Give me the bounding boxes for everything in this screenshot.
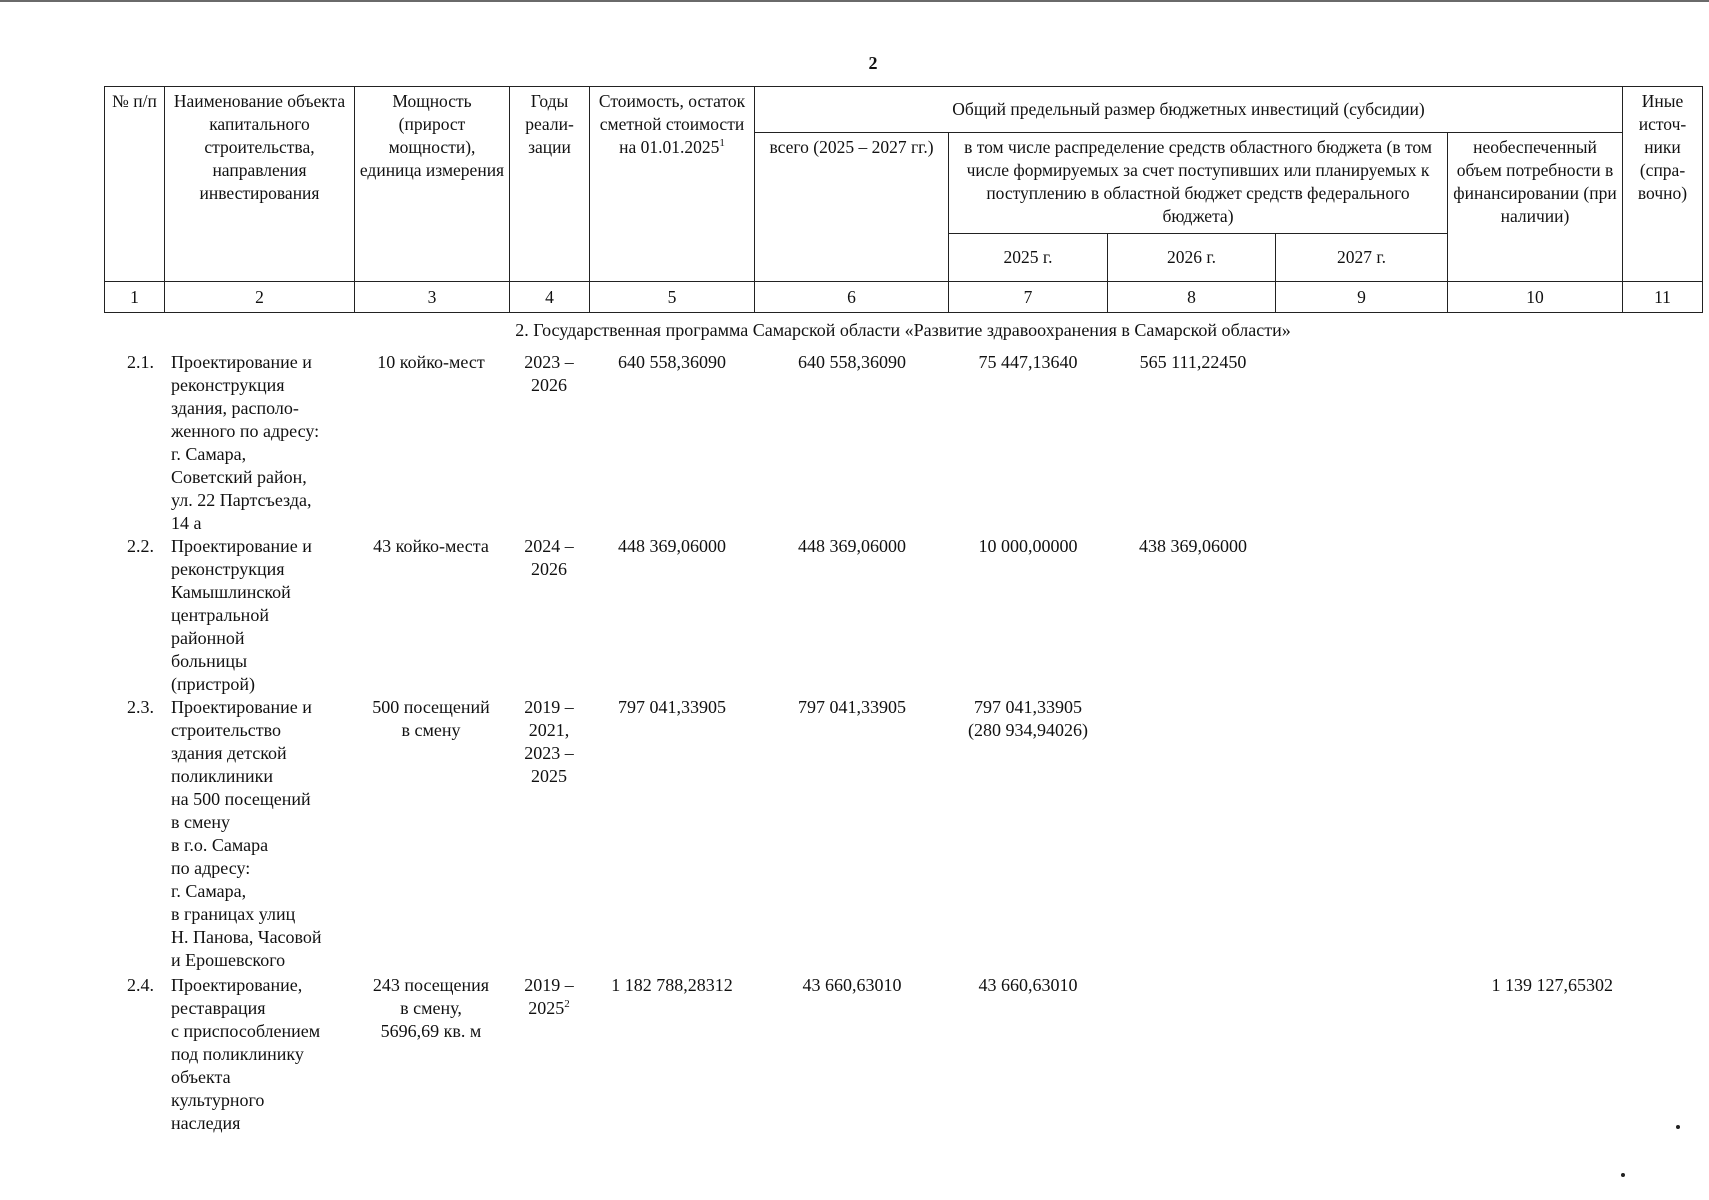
column-number: 9 — [1276, 282, 1448, 313]
header-col-7: 2025 г. — [949, 234, 1108, 282]
column-number: 7 — [949, 282, 1108, 313]
header-col-5-text: Стоимость, остаток сметной стоимости на 01.01.2025 — [598, 91, 746, 157]
header-col-8: 2026 г. — [1108, 234, 1276, 282]
page-number: 2 — [868, 53, 878, 73]
column-number: 3 — [355, 282, 510, 313]
years-text: 2024 – 2026 — [524, 536, 574, 579]
top-edge-line — [0, 0, 1709, 2]
header-col-3: Мощность (прирост мощности), единица измерения — [355, 87, 510, 282]
header-col-1: № п/п — [105, 87, 165, 282]
implementation-years — [509, 974, 589, 1020]
total-2025-2027: 797 041,33905 — [798, 697, 906, 717]
column-number: 10 — [1448, 282, 1623, 313]
cost: 640 558,36090 — [618, 352, 726, 372]
capacity: 500 посещений в смену — [372, 697, 490, 740]
row-number: 2.3. — [127, 697, 154, 717]
scan-speck — [1676, 1125, 1680, 1129]
amount-2025: 10 000,00000 — [978, 536, 1078, 556]
column-number: 11 — [1623, 282, 1703, 313]
years-text: 2019 – 2021, 2023 – 2025 — [524, 697, 574, 786]
header-budget-group: Общий предельный размер бюджетных инвестиций (субсидии) — [755, 87, 1623, 133]
capacity: 43 койко-места — [373, 536, 489, 556]
cost: 797 041,33905 — [618, 697, 726, 717]
column-number: 2 — [165, 282, 355, 313]
unfunded-amount: 1 139 127,65302 — [1491, 975, 1613, 995]
years-text: 2019 – 2025 — [524, 975, 574, 1018]
total-2025-2027: 43 660,63010 — [802, 975, 902, 995]
object-name: Проектирование и строительство здания детской поликлиники на 500 посещений в смену в г.о. Самара по адресу: г. Самара, в границах улиц Н. Панова, Часовой и Ерошевского — [171, 697, 322, 970]
column-number: 6 — [755, 282, 949, 313]
cost: 1 182 788,28312 — [611, 975, 733, 995]
section-title: 2. Государственная программа Самарской области «Развитие здравоохранения в Самарской области» — [515, 320, 1291, 340]
total-2025-2027: 448 369,06000 — [798, 536, 906, 556]
column-number: 1 — [105, 282, 165, 313]
amount-2026: 438 369,06000 — [1139, 536, 1247, 556]
object-name: Проектирование, реставрация с приспособлением под поликлинику объекта культурного наследия — [171, 975, 321, 1133]
amount-2025: 75 447,13640 — [978, 352, 1078, 372]
header-regional-group: в том числе распределение средств областного бюджета (в том числе формируемых за счет поступивших или планируемых к поступлению в областной бюджет средств федерального бюджета) — [949, 133, 1448, 234]
column-number: 8 — [1108, 282, 1276, 313]
years-text: 2023 – 2026 — [524, 352, 574, 395]
column-number: 4 — [510, 282, 590, 313]
header-col-10: необеспеченный объем потребности в финансировании (при наличии) — [1448, 133, 1623, 282]
header-col-4: Годы реали-зации — [510, 87, 590, 282]
years-footnote: 2 — [564, 998, 570, 1010]
total-2025-2027: 640 558,36090 — [798, 352, 906, 372]
amount-2025: 797 041,33905 (280 934,94026) — [968, 697, 1088, 740]
capacity: 10 койко-мест — [377, 352, 485, 372]
header-col-2: Наименование объекта капитального строительства, направления инвестирования — [165, 87, 355, 282]
object-name: Проектирование и реконструкция Камышлинской центральной районной больницы (пристрой) — [171, 536, 312, 694]
amount-2026: 565 111,22450 — [1139, 352, 1247, 372]
amount-2025: 43 660,63010 — [978, 975, 1078, 995]
implementation-years — [509, 696, 589, 788]
header-col-11: Иные источ-ники (спра-вочно) — [1623, 87, 1703, 282]
row-number: 2.1. — [127, 352, 154, 372]
scan-speck — [1621, 1173, 1625, 1177]
cost: 448 369,06000 — [618, 536, 726, 556]
header-col-5 — [590, 87, 755, 282]
row-number: 2.2. — [127, 536, 154, 556]
footnote-mark-1: 1 — [719, 137, 725, 150]
header-table — [104, 86, 1703, 313]
column-number: 5 — [590, 282, 755, 313]
header-col-6: всего (2025 – 2027 гг.) — [755, 133, 949, 282]
implementation-years — [509, 351, 589, 397]
row-number: 2.4. — [127, 975, 154, 995]
capacity: 243 посещения в смену, 5696,69 кв. м — [372, 975, 490, 1041]
object-name: Проектирование и реконструкция здания, располо- женного по адресу: г. Самара, Советский район, ул. 22 Партсъезда, 14 а — [171, 352, 320, 533]
implementation-years — [509, 535, 589, 581]
header-col-9: 2027 г. — [1276, 234, 1448, 282]
